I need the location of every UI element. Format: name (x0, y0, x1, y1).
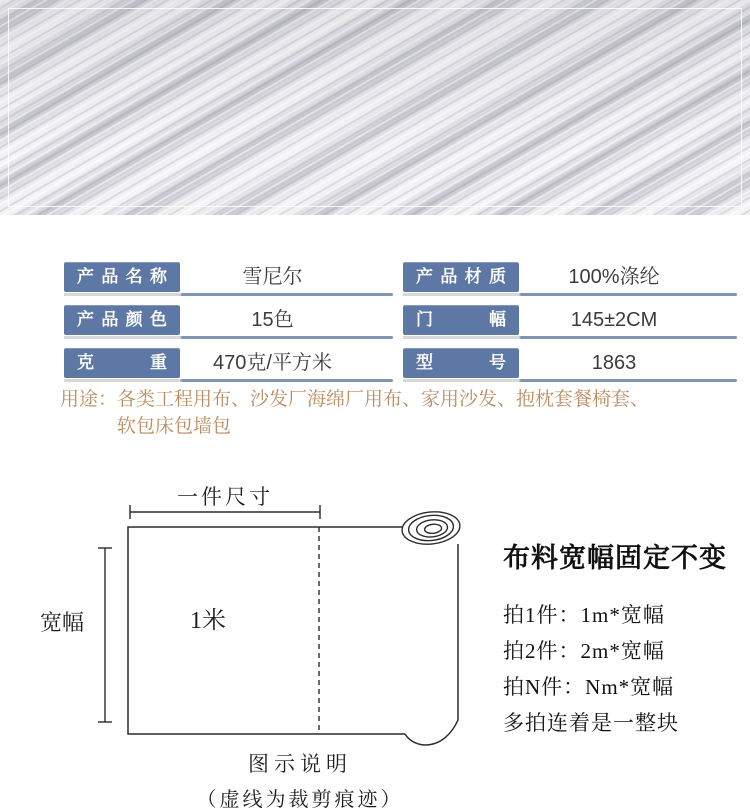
fabric-outline (128, 527, 458, 745)
spec-row-fabric-width (403, 305, 737, 339)
spec-value: 1863 (591, 352, 637, 374)
row-underline (64, 293, 393, 296)
notes-lines (503, 597, 743, 741)
spec-label: 产品材质 (403, 262, 519, 292)
notes-title: 布料宽幅固定不变 (503, 543, 727, 573)
spec-column-right (403, 262, 737, 391)
one-meter-label: 1米 (190, 608, 226, 634)
spec-row-material (403, 262, 737, 296)
photo-inner-frame (8, 8, 742, 207)
caption-subtitle: （虚线为裁剪痕迹） (196, 789, 404, 811)
spec-label: 产品名称 (64, 262, 180, 292)
row-underline (64, 379, 393, 382)
spec-label: 克 重 (64, 348, 180, 378)
spec-row-product-name (64, 262, 393, 296)
row-underline (403, 379, 737, 382)
one-piece-size-label: 一件尺寸 (177, 485, 273, 509)
spec-value: 100%涤纶 (568, 266, 660, 288)
spec-label: 产品颜色 (64, 305, 180, 335)
usage-text: 各类工程用布、沙发厂海绵厂用布、家用沙发、抱枕套餐椅套、软包床包墙包 (117, 389, 650, 437)
note-line-2: 拍2件：2m*宽幅 (503, 639, 665, 663)
spec-row-model-number (403, 348, 737, 382)
row-underline (403, 336, 737, 339)
diagram-caption (70, 748, 530, 812)
row-underline (403, 293, 737, 296)
spec-value: 15色 (251, 309, 294, 331)
usage-label: 用途： (60, 389, 118, 410)
fabric-roll-icon (400, 509, 461, 547)
spec-value: 470克/平方米 (213, 352, 332, 374)
spec-label: 门 幅 (403, 305, 519, 335)
spec-value: 145±2CM (570, 309, 658, 331)
spec-column-left (64, 262, 393, 391)
note-line-1: 拍1件：1m*宽幅 (503, 603, 665, 627)
note-line-3: 拍N件：Nm*宽幅 (503, 675, 675, 699)
width-dimension-line (98, 548, 112, 722)
spec-value: 雪尼尔 (242, 266, 303, 288)
usage-note (60, 386, 700, 440)
spec-label: 型 号 (403, 348, 519, 378)
size-diagram (20, 470, 480, 794)
note-line-4: 多拍连着是一整块 (503, 711, 679, 735)
fabric-photo (0, 0, 750, 215)
purchase-notes (503, 536, 743, 741)
row-underline (64, 336, 393, 339)
caption-title: 图示说明 (248, 752, 352, 776)
spec-row-weight (64, 348, 393, 382)
spec-row-product-color (64, 305, 393, 339)
width-label: 宽幅 (39, 610, 85, 635)
